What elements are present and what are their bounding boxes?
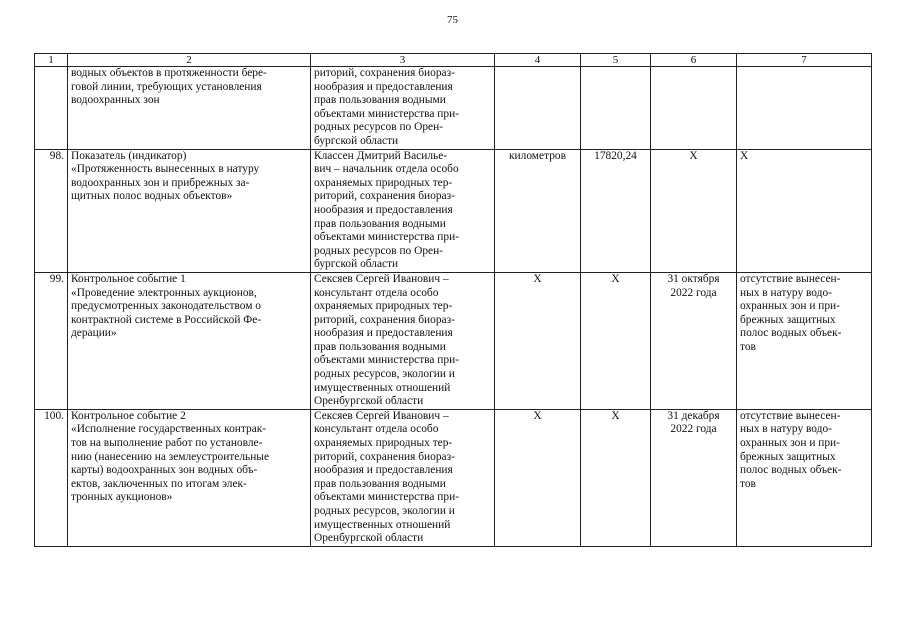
indicator-cell-line: тронных аукционов» bbox=[71, 491, 173, 504]
result-cell-line: отсутствие вынесен- bbox=[740, 409, 841, 422]
responsible-cell bbox=[311, 67, 495, 150]
responsible-cell-line: риторий, сохранения биораз- bbox=[314, 450, 455, 463]
date-cell-line: 31 октября bbox=[667, 272, 720, 285]
result-cell bbox=[737, 272, 872, 409]
date-cell bbox=[651, 149, 737, 272]
value-cell bbox=[581, 409, 651, 546]
indicator-cell-line: «Проведение электронных аукционов, bbox=[71, 286, 257, 299]
result-cell-line: охранных зон и при- bbox=[740, 437, 840, 450]
column-header: 7 bbox=[737, 54, 872, 67]
responsible-cell-line: риторий, сохранения биораз- bbox=[314, 67, 455, 79]
indicator-cell-line: Контрольное событие 2 bbox=[71, 409, 186, 422]
responsible-cell-line: охраняемых природных тер- bbox=[314, 300, 453, 313]
responsible-cell-line: прав пользования водными bbox=[314, 217, 446, 230]
result-cell bbox=[737, 149, 872, 272]
indicator-cell bbox=[68, 272, 311, 409]
indicator-cell-line: водных объектов в протяженности бере- bbox=[71, 67, 267, 79]
responsible-cell-line: риторий, сохранения биораз- bbox=[314, 190, 455, 203]
row-number-cell bbox=[35, 409, 68, 546]
row-number-cell-text: 100. bbox=[44, 409, 64, 422]
column-header: 2 bbox=[68, 54, 311, 67]
result-cell-line: охранных зон и при- bbox=[740, 300, 840, 313]
result-cell-line: тов bbox=[740, 477, 756, 490]
table-row bbox=[35, 409, 872, 546]
indicator-cell-line: предусмотренных законодательством о bbox=[71, 300, 261, 313]
indicator-cell-line: нию (нанесению на землеустроительные bbox=[71, 450, 270, 463]
unit-cell bbox=[495, 409, 581, 546]
responsible-cell bbox=[311, 149, 495, 272]
result-cell bbox=[737, 67, 872, 150]
indicator-cell-line: «Исполнение государственных контрак- bbox=[71, 423, 267, 436]
unit-cell bbox=[495, 272, 581, 409]
column-header: 6 bbox=[651, 54, 737, 67]
date-cell-line: 31 декабря bbox=[667, 409, 720, 422]
responsible-cell-line: родных ресурсов, экологии и bbox=[314, 368, 455, 381]
result-cell-line: полос водных объек- bbox=[740, 327, 842, 340]
responsible-cell-line: объектами министерства при- bbox=[314, 491, 459, 504]
unit-cell-text: Х bbox=[533, 272, 542, 285]
responsible-cell-line: прав пользования водными bbox=[314, 340, 446, 353]
result-cell-line: ных в натуру водо- bbox=[740, 423, 832, 436]
row-number-cell-text: 98. bbox=[49, 149, 64, 162]
result-cell-line: Х bbox=[740, 149, 749, 162]
responsible-cell-line: охраняемых природных тер- bbox=[314, 176, 453, 189]
value-cell bbox=[581, 67, 651, 150]
responsible-cell-line: объектами министерства при- bbox=[314, 354, 459, 367]
indicator-cell-line: Контрольное событие 1 bbox=[71, 272, 186, 285]
responsible-cell-line: бургской области bbox=[314, 258, 399, 271]
value-cell-text: Х bbox=[611, 272, 620, 285]
date-cell bbox=[651, 409, 737, 546]
result-cell-line: отсутствие вынесен- bbox=[740, 272, 841, 285]
responsible-cell-line: охраняемых природных тер- bbox=[314, 437, 453, 450]
unit-cell-text: Х bbox=[533, 409, 542, 422]
row-number-cell bbox=[35, 272, 68, 409]
table-row bbox=[35, 272, 872, 409]
indicator-cell-line: говой линии, требующих установления bbox=[71, 80, 262, 93]
unit-cell-text: километров bbox=[509, 149, 566, 162]
responsible-cell bbox=[311, 409, 495, 546]
row-number-cell bbox=[35, 67, 68, 150]
indicator-cell bbox=[68, 149, 311, 272]
indicator-cell-line: дерации» bbox=[71, 327, 117, 340]
column-header: 4 bbox=[495, 54, 581, 67]
responsible-cell-line: вич – начальник отдела особо bbox=[314, 163, 459, 176]
responsible-cell-line: нообразия и предоставления bbox=[314, 80, 453, 93]
responsible-cell-line: Оренбургской области bbox=[314, 532, 424, 545]
column-header: 1 bbox=[35, 54, 68, 67]
result-cell-line: ных в натуру водо- bbox=[740, 286, 832, 299]
responsible-cell-line: имущественных отношений bbox=[314, 381, 451, 394]
responsible-cell-line: Сексяев Сергей Иванович – bbox=[314, 272, 449, 285]
value-cell bbox=[581, 272, 651, 409]
column-header: 3 bbox=[311, 54, 495, 67]
row-number-cell bbox=[35, 149, 68, 272]
result-cell-line: полос водных объек- bbox=[740, 464, 842, 477]
page-number: 75 bbox=[447, 14, 458, 26]
indicator-cell-line: карты) водоохранных зон водных объ- bbox=[71, 464, 258, 477]
column-header: 5 bbox=[581, 54, 651, 67]
responsible-cell-line: Оренбургской области bbox=[314, 395, 424, 408]
value-cell bbox=[581, 149, 651, 272]
indicator-cell bbox=[68, 67, 311, 150]
result-cell-line: брежных защитных bbox=[740, 313, 836, 326]
responsible-cell bbox=[311, 272, 495, 409]
indicator-cell-line: водоохранных зон и прибрежных за- bbox=[71, 176, 250, 189]
table-row bbox=[35, 149, 872, 272]
date-cell-line: 2022 года bbox=[670, 423, 717, 436]
indicator-cell-line: контрактной системе в Российской Фе- bbox=[71, 313, 262, 326]
result-cell-line: брежных защитных bbox=[740, 450, 836, 463]
indicator-cell-line: «Протяженность вынесенных в натуру bbox=[71, 163, 260, 176]
indicator-cell-line: водоохранных зон bbox=[71, 94, 160, 107]
indicator-cell bbox=[68, 409, 311, 546]
value-cell-text: 17820,24 bbox=[594, 149, 637, 162]
responsible-cell-line: нообразия и предоставления bbox=[314, 203, 453, 216]
responsible-cell-line: консультант отдела особо bbox=[314, 286, 439, 299]
responsible-cell-line: объектами министерства при- bbox=[314, 107, 459, 120]
indicators-table bbox=[34, 53, 872, 547]
row-number-cell-text: 99. bbox=[49, 272, 64, 285]
responsible-cell-line: прав пользования водными bbox=[314, 477, 446, 490]
responsible-cell-line: объектами министерства при- bbox=[314, 231, 459, 244]
date-cell bbox=[651, 67, 737, 150]
indicator-cell-line: ектов, заключенных по итогам элек- bbox=[71, 477, 247, 490]
responsible-cell-line: имущественных отношений bbox=[314, 518, 451, 531]
date-cell bbox=[651, 272, 737, 409]
table-row bbox=[35, 67, 872, 150]
responsible-cell-line: бургской области bbox=[314, 134, 399, 147]
responsible-cell-line: нообразия и предоставления bbox=[314, 464, 453, 477]
indicator-cell-line: тов на выполнение работ по установле- bbox=[71, 437, 263, 450]
responsible-cell-line: прав пользования водными bbox=[314, 94, 446, 107]
date-cell-line: Х bbox=[689, 149, 698, 162]
date-cell-line: 2022 года bbox=[670, 286, 717, 299]
result-cell-line: тов bbox=[740, 340, 756, 353]
responsible-cell-line: родных ресурсов по Орен- bbox=[314, 244, 443, 257]
responsible-cell-line: Сексяев Сергей Иванович – bbox=[314, 409, 449, 422]
responsible-cell-line: родных ресурсов по Орен- bbox=[314, 121, 443, 134]
indicator-cell-line: щитных полос водных объектов» bbox=[71, 190, 233, 203]
unit-cell bbox=[495, 149, 581, 272]
responsible-cell-line: Классен Дмитрий Васильe- bbox=[314, 149, 448, 162]
unit-cell bbox=[495, 67, 581, 150]
responsible-cell-line: консультант отдела особо bbox=[314, 423, 439, 436]
value-cell-text: Х bbox=[611, 409, 620, 422]
responsible-cell-line: родных ресурсов, экологии и bbox=[314, 505, 455, 517]
responsible-cell-line: нообразия и предоставления bbox=[314, 327, 453, 340]
indicator-cell-line: Показатель (индикатор) bbox=[71, 149, 187, 162]
header-row bbox=[35, 54, 872, 67]
result-cell bbox=[737, 409, 872, 546]
responsible-cell-line: риторий, сохранения биораз- bbox=[314, 313, 455, 326]
